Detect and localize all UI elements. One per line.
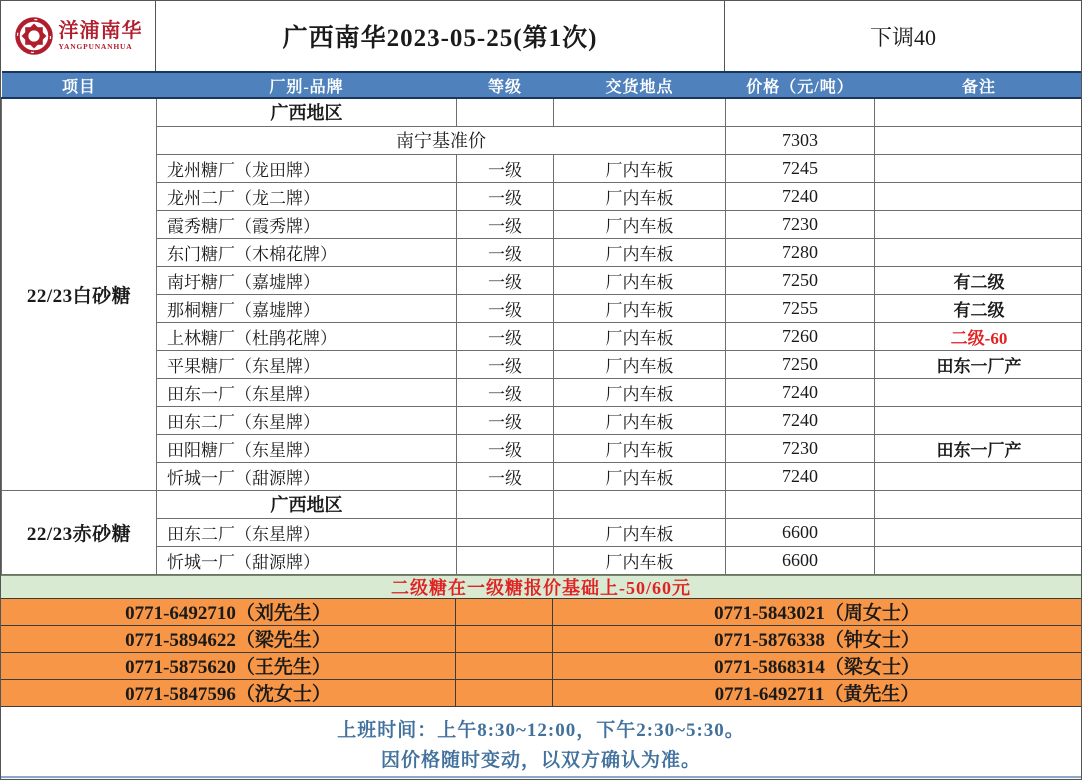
brand-cell: 上林糖厂（杜鹃花牌） [157, 322, 457, 350]
note-cell [875, 518, 1082, 546]
table-row [2, 434, 1082, 462]
table-row [2, 490, 1082, 518]
empty-cell [875, 490, 1082, 518]
empty-cell [726, 490, 875, 518]
contact-phone-right: 0771-5868314（梁女士） [714, 657, 920, 678]
note-cell [875, 238, 1082, 266]
logo-emblem-icon [14, 16, 54, 56]
delivery-cell: 厂内车板 [554, 238, 726, 266]
contact-spacer-cell [456, 653, 553, 679]
contact-phone-right: 0771-5876338（钟女士） [714, 630, 920, 651]
brand-cell: 那桐糖厂（嘉墟牌） [157, 294, 457, 322]
logo-name-cn: 洋浦南华 [58, 20, 143, 43]
company-logo [1, 1, 156, 71]
delivery-cell: 厂内车板 [554, 518, 726, 546]
grade-cell: 一级 [457, 154, 554, 182]
work-hours-note: 上班时间：上午8:30~12:00，下午2:30~5:30。 [337, 719, 745, 741]
contact-phone-left: 0771-5847596（沈女士） [1, 680, 456, 706]
delivery-cell: 厂内车板 [554, 210, 726, 238]
top-header [1, 1, 1081, 71]
logo-name-en: YANGPUNANHUA [58, 42, 133, 52]
table-row [2, 126, 1082, 154]
table-row [2, 210, 1082, 238]
note-cell: 二级-60 [875, 322, 1082, 350]
region-label: 广西地区 [157, 490, 457, 518]
grade-cell [457, 546, 554, 574]
contact-phone-right: 0771-5843021（周女士） [714, 603, 920, 624]
table-row [2, 406, 1082, 434]
contact-row [1, 653, 1081, 680]
delivery-cell: 厂内车板 [554, 266, 726, 294]
brand-cell: 平果糖厂（东星牌） [157, 350, 457, 378]
column-header-delivery: 交货地点 [554, 72, 726, 98]
empty-cell [875, 98, 1082, 126]
price-cell: 7250 [726, 266, 875, 294]
column-header-project: 项目 [2, 72, 157, 98]
grade-cell: 一级 [457, 350, 554, 378]
grade-cell: 一级 [457, 210, 554, 238]
brand-cell: 忻城一厂（甜源牌） [157, 462, 457, 490]
grade-cell: 一级 [457, 182, 554, 210]
grade-cell [457, 518, 554, 546]
brand-cell: 东门糖厂（木棉花牌） [157, 238, 457, 266]
price-disclaimer-note: 因价格随时变动，以双方确认为准。 [380, 749, 701, 771]
price-cell: 7230 [726, 210, 875, 238]
note-cell [875, 462, 1082, 490]
delivery-cell: 厂内车板 [554, 182, 726, 210]
empty-cell [457, 490, 554, 518]
contact-phone-left: 0771-5875620（王先生） [1, 653, 456, 679]
table-row [2, 546, 1082, 574]
table-row [2, 462, 1082, 490]
contact-section [1, 599, 1081, 707]
delivery-cell: 厂内车板 [554, 462, 726, 490]
price-cell: 6600 [726, 546, 875, 574]
document-title: 广西南华2023-05-25(第1次) [156, 1, 725, 71]
contact-phone-left: 0771-5894622（梁先生） [1, 626, 456, 652]
price-cell: 7240 [726, 378, 875, 406]
contact-row [1, 680, 1081, 707]
column-header-price: 价格（元/吨） [726, 72, 875, 98]
brand-cell: 田阳糖厂（东星牌） [157, 434, 457, 462]
column-header-grade: 等级 [457, 72, 554, 98]
delivery-cell: 厂内车板 [554, 378, 726, 406]
region-label: 广西地区 [157, 98, 457, 126]
delivery-cell: 厂内车板 [554, 434, 726, 462]
price-table [1, 71, 1082, 575]
table-row [2, 238, 1082, 266]
price-cell: 7240 [726, 406, 875, 434]
grade-cell: 一级 [457, 406, 554, 434]
table-row [2, 182, 1082, 210]
note-cell: 田东一厂产 [875, 434, 1082, 462]
note-cell [875, 182, 1082, 210]
note-cell [875, 546, 1082, 574]
contact-row [1, 599, 1081, 626]
brand-cell: 霞秀糖厂（霞秀牌） [157, 210, 457, 238]
note-cell [875, 126, 1082, 154]
note-cell [875, 406, 1082, 434]
delivery-cell: 厂内车板 [554, 350, 726, 378]
price-adjustment-note: 下调40 [869, 24, 936, 50]
logo-text [59, 21, 143, 51]
brand-cell: 龙州糖厂（龙田牌） [157, 154, 457, 182]
table-row [2, 350, 1082, 378]
grade-cell: 一级 [457, 434, 554, 462]
contact-row [1, 626, 1081, 653]
price-cell: 7230 [726, 434, 875, 462]
base-price-label: 南宁基准价 [157, 126, 726, 154]
table-row [2, 294, 1082, 322]
note-cell: 有二级 [875, 266, 1082, 294]
column-header-note: 备注 [875, 72, 1082, 98]
delivery-cell: 厂内车板 [554, 546, 726, 574]
grade-cell: 一级 [457, 378, 554, 406]
brand-cell: 忻城一厂（甜源牌） [157, 546, 457, 574]
price-cell: 7303 [726, 126, 875, 154]
contact-spacer-cell [456, 680, 553, 706]
contact-phone-left: 0771-6492710（刘先生） [1, 599, 456, 625]
empty-cell [726, 98, 875, 126]
table-row [2, 266, 1082, 294]
grade-cell: 一级 [457, 238, 554, 266]
price-cell: 7240 [726, 462, 875, 490]
brand-cell: 田东一厂（东星牌） [157, 378, 457, 406]
delivery-cell: 厂内车板 [554, 294, 726, 322]
column-header-brand: 厂别-品牌 [157, 72, 457, 98]
price-cell: 7245 [726, 154, 875, 182]
empty-cell [457, 98, 554, 126]
note-cell [875, 210, 1082, 238]
table-row [2, 98, 1082, 126]
project-cell: 22/23白砂糖 [2, 98, 157, 490]
price-cell: 7255 [726, 294, 875, 322]
note-cell [875, 378, 1082, 406]
empty-cell [554, 490, 726, 518]
grade-cell: 一级 [457, 322, 554, 350]
delivery-cell: 厂内车板 [554, 406, 726, 434]
grade-cell: 一级 [457, 462, 554, 490]
note-cell: 有二级 [875, 294, 1082, 322]
brand-cell: 南圩糖厂（嘉墟牌） [157, 266, 457, 294]
contact-spacer-cell [456, 626, 553, 652]
column-header-row [2, 72, 1082, 98]
note-cell: 田东一厂产 [875, 350, 1082, 378]
brand-cell: 田东二厂（东星牌） [157, 518, 457, 546]
empty-cell [554, 98, 726, 126]
table-row [2, 378, 1082, 406]
price-cell: 7240 [726, 182, 875, 210]
contact-spacer-cell [456, 599, 553, 625]
project-cell: 22/23赤砂糖 [2, 490, 157, 574]
table-row [2, 154, 1082, 182]
note-cell [875, 154, 1082, 182]
table-row [2, 322, 1082, 350]
grade-cell: 一级 [457, 294, 554, 322]
delivery-cell: 厂内车板 [554, 322, 726, 350]
secondary-sugar-notice: 二级糖在一级糖报价基础上-50/60元 [1, 575, 1081, 599]
table-row [2, 518, 1082, 546]
contact-phone-right: 0771-6492711（黄先生） [714, 684, 920, 705]
price-cell: 7280 [726, 238, 875, 266]
price-cell: 6600 [726, 518, 875, 546]
delivery-cell: 厂内车板 [554, 154, 726, 182]
brand-cell: 田东二厂（东星牌） [157, 406, 457, 434]
grade-cell: 一级 [457, 266, 554, 294]
price-cell: 7250 [726, 350, 875, 378]
footer [1, 707, 1081, 780]
brand-cell: 龙州二厂（龙二牌） [157, 182, 457, 210]
price-cell: 7260 [726, 322, 875, 350]
